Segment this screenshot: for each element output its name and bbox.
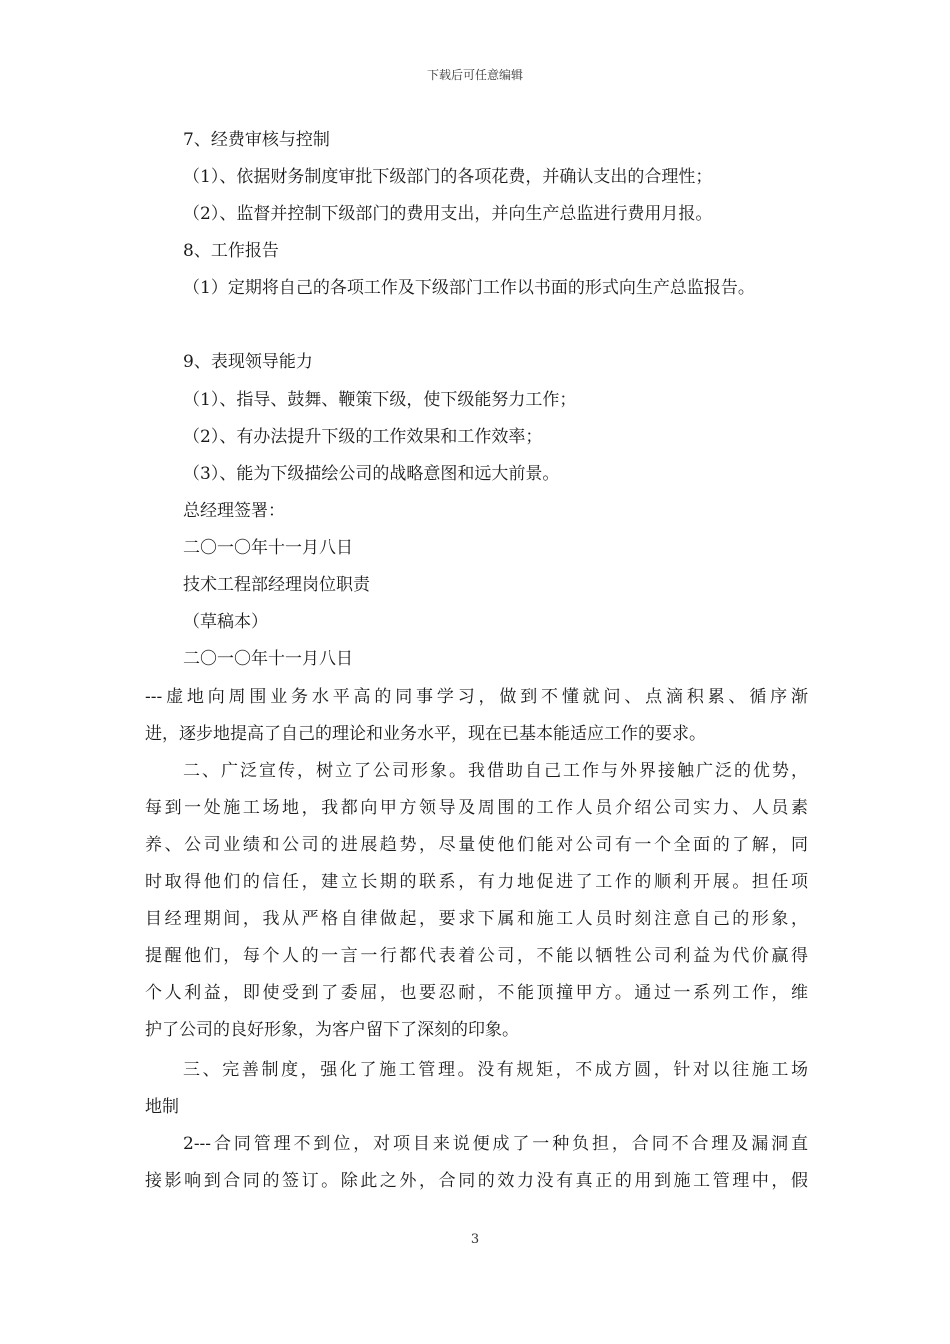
section-heading-7: 7、经费审核与控制 — [183, 130, 330, 150]
text-line: 时取得他们的信任，建立长期的联系，有力地促进了工作的顺利开展。担任项 — [145, 872, 808, 892]
section-heading-9: 9、表现领导能力 — [183, 352, 313, 372]
text-line: 养、公司业绩和公司的进展趋势，尽量使他们能对公司有一个全面的了解，同 — [145, 835, 808, 855]
section-heading-8: 8、工作报告 — [183, 241, 279, 261]
doc-title: 技术工程部经理岗位职责 — [183, 575, 370, 595]
text-line: ---虚地向周围业务水平高的同事学习，做到不懂就问、点滴积累、循序渐 — [145, 687, 808, 707]
text-line: （1）、指导、鼓舞、鞭策下级，使下级能努力工作； — [183, 390, 577, 410]
text-line: 目经理期间，我从严格自律做起，要求下属和施工人员时刻注意自己的形象， — [145, 909, 808, 929]
text-line: 进，逐步地提高了自己的理论和业务水平，现在已基本能适应工作的要求。 — [145, 724, 706, 744]
text-line: 每到一处施工场地，我都向甲方领导及周围的工作人员介绍公司实力、人员素 — [145, 798, 808, 818]
date-line: 二〇一〇年十一月八日 — [183, 538, 353, 558]
text-line: （3）、能为下级描绘公司的战略意图和远大前景。 — [183, 464, 560, 484]
page-header: 下载后可任意编辑 — [426, 68, 523, 82]
text-line: 接影响到合同的签订。除此之外，合同的效力没有真正的用到施工管理中，假 — [145, 1171, 808, 1191]
text-line: 二、广泛宣传，树立了公司形象。我借助自己工作与外界接触广泛的优势， — [183, 761, 808, 781]
text-line: 地制 — [145, 1097, 179, 1117]
text-line: 三、完善制度，强化了施工管理。没有规矩，不成方圆，针对以往施工场 — [183, 1060, 808, 1080]
text-line: 2---合同管理不到位，对项目来说便成了一种负担，合同不合理及漏洞直 — [183, 1134, 808, 1154]
page-number: 3 — [470, 1232, 480, 1247]
date-line: 二〇一〇年十一月八日 — [183, 649, 353, 669]
text-line: 提醒他们，每个人的一言一行都代表着公司，不能以牺牲公司利益为代价赢得 — [145, 946, 808, 966]
text-line: （2）、监督并控制下级部门的费用支出，并向生产总监进行费用月报。 — [183, 204, 713, 224]
text-line: （2）、有办法提升下级的工作效果和工作效率； — [183, 427, 543, 447]
text-line: （1）、依据财务制度审批下级部门的各项花费，并确认支出的合理性； — [183, 167, 713, 187]
text-line: 护了公司的良好形象，为客户留下了深刻的印象。 — [145, 1020, 519, 1040]
signature-label: 总经理签署： — [183, 501, 285, 521]
text-line: 个人利益，即使受到了委屈，也要忍耐，不能顶撞甲方。通过一系列工作，维 — [145, 983, 808, 1003]
doc-subtitle: （草稿本） — [183, 612, 268, 632]
text-line: （1）定期将自己的各项工作及下级部门工作以书面的形式向生产总监报告。 — [183, 278, 755, 298]
